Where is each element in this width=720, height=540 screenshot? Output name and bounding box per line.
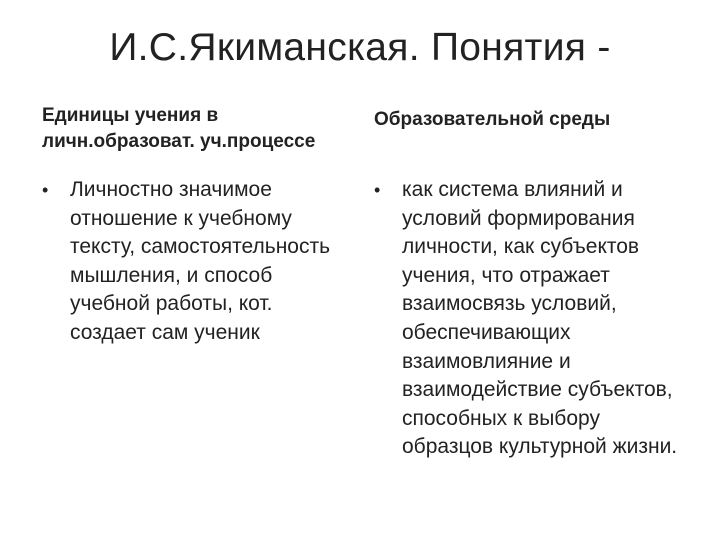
left-bullet-text: Личностно значимое отношение к учебному тексту, самостоятельность мышления, и способ учебной работы, кот. создает сам ученик xyxy=(70,178,331,344)
right-bullet-item xyxy=(374,176,694,462)
right-column-heading: Образовательной среды xyxy=(374,109,611,130)
left-column-heading xyxy=(42,103,362,155)
slide-title: И.С.Якиманская. Понятия - xyxy=(109,26,611,69)
left-bullet-marker: • xyxy=(42,180,49,200)
left-heading-line1: Единицы учения в xyxy=(42,105,219,126)
left-heading-line2: личн.образоват. уч.процессе xyxy=(42,131,316,152)
left-bullet-item xyxy=(42,176,342,348)
right-bullet-marker: • xyxy=(374,180,381,200)
right-bullet-text: как система влияний и условий формирования личности, как субъектов учения, что отражает взаимосвязь условий, обеспечивающих взаимовлияние и взаимодействие субъектов, способных к выбору образцов культурной жизни. xyxy=(402,178,678,459)
